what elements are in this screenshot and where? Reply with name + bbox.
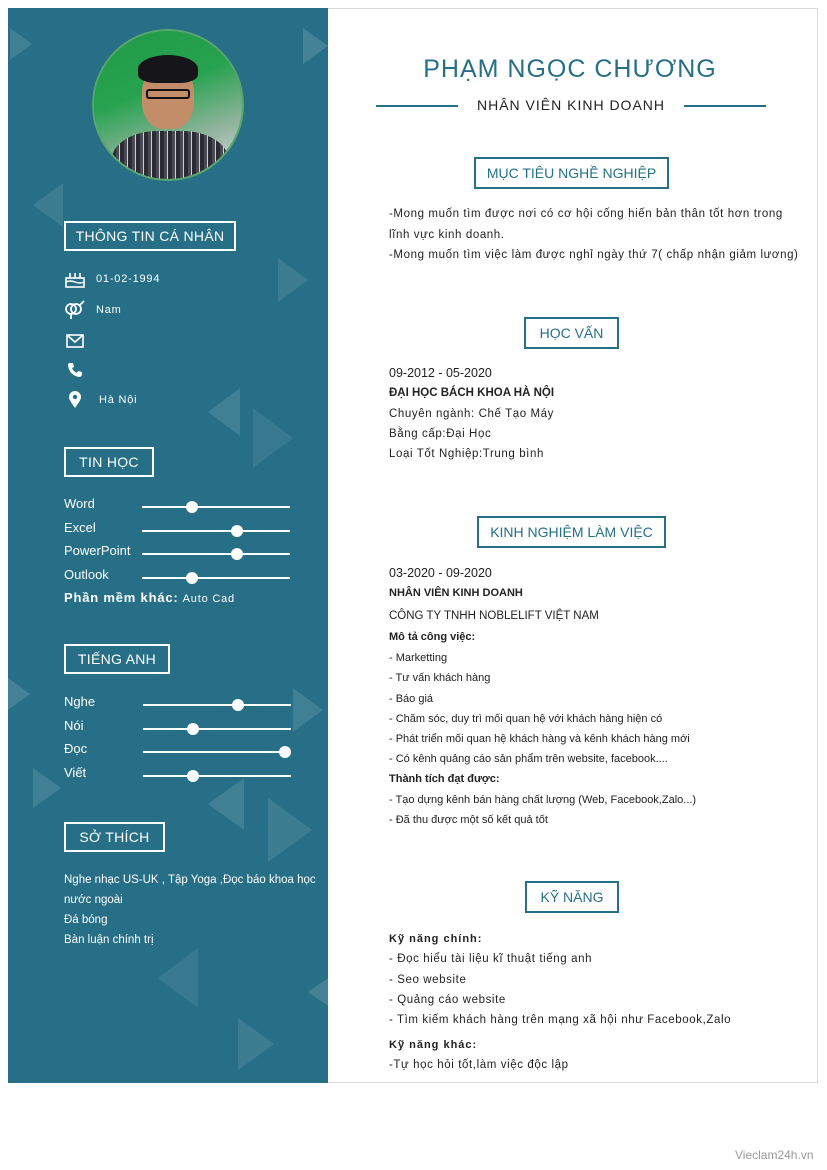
- job-description-item: - Tư vấn khách hàng: [389, 672, 491, 684]
- skill-level-handle: [231, 525, 243, 537]
- main-skill-item: - Seo website: [389, 974, 467, 986]
- phone-row: [64, 361, 96, 379]
- decor-triangle: [293, 688, 323, 732]
- skill-level-handle: [232, 699, 244, 711]
- skills-heading: KỸ NĂNG: [525, 881, 619, 913]
- skill-level-handle: [186, 572, 198, 584]
- skill-slider-track: [142, 506, 290, 508]
- skill-label: Word: [64, 496, 95, 511]
- main-skill-item: - Tìm kiếm khách hàng trên mạng xã hội như Facebook,Zalo: [389, 1014, 732, 1026]
- gender-value: Nam: [96, 304, 122, 316]
- job-description-title: Mô tả công việc:: [389, 631, 476, 643]
- skill-slider-track: [143, 704, 291, 706]
- skill-slider-track: [142, 553, 290, 555]
- skill-level-handle: [187, 770, 199, 782]
- it-heading: TIN HỌC: [64, 447, 154, 477]
- skill-row: [64, 496, 294, 516]
- experience-period: 03-2020 - 09-2020: [389, 566, 492, 580]
- achievement-item: - Đã thu được một số kết quả tốt: [389, 814, 548, 826]
- skill-label: Nghe: [64, 694, 96, 709]
- job-description-item: - Báo giá: [389, 693, 434, 705]
- skill-label: PowerPoint: [64, 543, 131, 558]
- role-text: NHÂN VIÊN KINH DOANH: [467, 97, 675, 113]
- objective-line: lĩnh vực kinh doanh.: [389, 229, 505, 241]
- hobbies-list: [64, 870, 319, 950]
- skill-label: Nói: [64, 717, 84, 733]
- decor-triangle: [8, 678, 30, 710]
- achievement-item: - Tạo dựng kênh bán hàng chất lượng (Web, Facebook,Zalo...): [389, 794, 697, 806]
- skill-slider-track: [142, 577, 290, 579]
- education-grade: Loại Tốt Nghiệp:Trung bình: [389, 448, 544, 460]
- decor-triangle: [208, 388, 240, 436]
- hobbies-heading: SỞ THÍCH: [64, 822, 165, 852]
- job-description-item: - Marketting: [389, 652, 448, 664]
- other-skill-item: -Tự học hỏi tốt,làm việc độc lập: [389, 1059, 569, 1071]
- decor-triangle: [33, 183, 63, 227]
- main-skill-item: - Đọc hiểu tài liệu kĩ thuật tiếng anh: [389, 953, 593, 965]
- skill-row: [64, 520, 294, 540]
- education-school: ĐẠI HỌC BÁCH KHOA HÀ NỘI: [389, 387, 555, 399]
- skill-slider-track: [142, 530, 290, 532]
- main-skills-title: Kỹ năng chính:: [389, 933, 483, 945]
- skill-label: Viết: [64, 764, 87, 780]
- personal-info-heading: THÔNG TIN CÁ NHÂN: [64, 221, 236, 251]
- skill-row: [64, 567, 294, 587]
- experience-heading: KINH NGHIỆM LÀM VIỆC: [477, 516, 666, 548]
- education-heading: HỌC VẤN: [524, 317, 619, 349]
- gender-icon: [64, 301, 86, 319]
- decor-triangle: [253, 408, 293, 468]
- achievements-title: Thành tích đạt được:: [389, 773, 500, 785]
- skill-level-handle: [186, 501, 198, 513]
- education-major: Chuyên ngành: Chế Tạo Máy: [389, 408, 555, 420]
- objective-line: -Mong muốn tìm việc làm được nghỉ ngày thứ 7( chấp nhận giảm lương): [389, 249, 799, 261]
- hobby-line: Đá bóng: [64, 914, 108, 926]
- birthday-row: [64, 270, 160, 288]
- skill-row: [64, 694, 294, 714]
- skill-row: [64, 765, 294, 785]
- birthday-cake-icon: [64, 270, 86, 288]
- candidate-name: PHẠM NGỌC CHƯƠNG: [423, 55, 717, 83]
- skill-slider-track: [143, 728, 291, 730]
- experience-company: CÔNG TY TNHH NOBLELIFT VIỆT NAM: [389, 610, 599, 622]
- hobby-line: nước ngoài: [64, 894, 123, 906]
- english-heading: TIẾNG ANH: [64, 644, 170, 674]
- decor-triangle: [238, 1018, 274, 1070]
- skill-row: [64, 718, 294, 738]
- birthday-value: 01-02-1994: [96, 273, 161, 285]
- location-pin-icon: [64, 391, 86, 409]
- other-software-row: [64, 590, 235, 605]
- other-skills-title: Kỹ năng khác:: [389, 1039, 478, 1051]
- objective-line: -Mong muốn tìm được nơi có cơ hội cống hiến bản thân tốt hơn trong: [389, 208, 783, 220]
- skill-label: Đọc: [64, 741, 88, 756]
- hobby-line: Bàn luận chính trị: [64, 934, 154, 946]
- decor-triangle: [33, 768, 61, 808]
- candidate-role: [376, 96, 766, 116]
- skill-level-handle: [279, 746, 291, 758]
- decor-triangle: [10, 28, 32, 60]
- phone-icon: [64, 361, 86, 379]
- address-row: [64, 391, 137, 409]
- education-degree: Bằng cấp:Đại Học: [389, 428, 492, 440]
- decor-triangle: [278, 258, 308, 302]
- watermark: Vieclam24h.vn: [735, 1148, 814, 1162]
- other-software-value: Auto Cad: [182, 593, 235, 605]
- hobby-line: Nghe nhạc US-UK , Tập Yoga ,Đọc báo khoa học: [64, 874, 316, 886]
- skill-row: [64, 543, 294, 563]
- skill-row: [64, 741, 294, 761]
- email-row: [64, 332, 96, 350]
- objective-heading: MỤC TIÊU NGHỀ NGHIỆP: [474, 157, 669, 189]
- decor-triangle: [158, 948, 198, 1008]
- decor-triangle: [268, 798, 312, 862]
- education-period: 09-2012 - 05-2020: [389, 366, 492, 380]
- job-description-item: - Có kênh quảng cáo sản phẩm trên website, facebook....: [389, 753, 668, 765]
- skill-label: Excel: [64, 519, 96, 535]
- skill-slider-track: [143, 751, 291, 753]
- main-skill-item: - Quảng cáo website: [389, 994, 506, 1006]
- skill-slider-track: [143, 775, 291, 777]
- job-description-item: - Chăm sóc, duy trì mối quan hệ với khách hàng hiện có: [389, 713, 663, 725]
- gender-row: [64, 301, 122, 319]
- skill-label: Outlook: [64, 566, 109, 582]
- decor-triangle: [308, 978, 328, 1006]
- address-value: Hà Nội: [99, 394, 138, 406]
- skill-level-handle: [187, 723, 199, 735]
- other-software-label: Phần mềm khác:: [64, 590, 179, 605]
- profile-photo: [92, 29, 244, 181]
- experience-position: NHÂN VIÊN KINH DOANH: [389, 587, 523, 599]
- decor-triangle: [208, 778, 244, 830]
- job-description-item: - Phát triển mối quan hệ khách hàng và kênh khách hàng mới: [389, 733, 690, 745]
- decor-triangle: [303, 28, 328, 64]
- skill-level-handle: [231, 548, 243, 560]
- mail-icon: [64, 332, 86, 350]
